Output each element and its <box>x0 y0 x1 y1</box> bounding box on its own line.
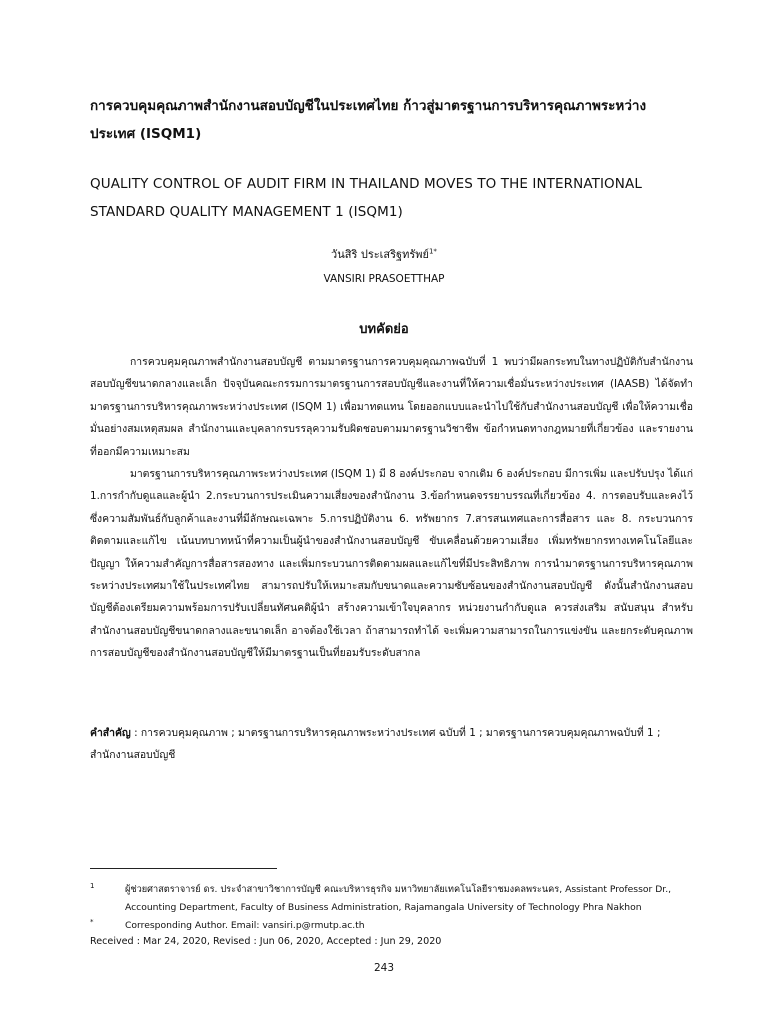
keywords <box>90 722 693 767</box>
received-dates: Received : Mar 24, 2020, Revised : Jun 06, 2020, Accepted : Jun 29, 2020 <box>90 936 442 947</box>
title-thai: การควบคุมคุณภาพสำนักงานสอบบัญชีในประเทศไทย ก้าวสู่มาตรฐานการบริหารคุณภาพระหว่างประเทศ (ISQM1) <box>90 98 647 142</box>
keywords-label: คำสำคัญ <box>90 727 131 739</box>
keywords-text: : การควบคุมคุณภาพ ; มาตรฐานการบริหารคุณภาพระหว่างประเทศ ฉบับที่ 1 ; มาตรฐานการควบคุมคุณภาพฉบับที่ 1 ; สำนักงานสอบบัญชี <box>90 727 661 762</box>
abstract-heading: บทคัดย่อ <box>359 322 409 337</box>
title-english: QUALITY CONTROL OF AUDIT FIRM IN THAILAND MOVES TO THE INTERNATIONAL STANDARD QUALITY MANAGEMENT 1 (ISQM1) <box>90 176 642 220</box>
author-affiliation-marks: 1* <box>428 247 437 256</box>
page-number: 243 <box>373 962 395 974</box>
abstract-paragraph-2 <box>90 463 693 665</box>
author-name-english: VANSIRI PRASOETTHAP <box>323 273 445 285</box>
author-name-thai-text: วันสิริ ประเสริฐทรัพย์ <box>331 248 429 261</box>
footnote-2-mark: * <box>90 918 94 926</box>
abstract-paragraph-1 <box>90 351 693 463</box>
abstract-paragraph-2-text: มาตรฐานการบริหารคุณภาพระหว่างประเทศ (ISQM 1) มี 8 องค์ประกอบ จากเดิม 6 องค์ประกอบ มีการเพิ่ม และปรับปรุง ได้แก่ 1.การกำกับดูแลและผู้นำ 2.กระบวนการประเมินความเสี่ยงของสำนักงาน 3.ข้อกำหนดจรรยาบรรณที่เกี่ยวข้อง 4. การตอบรับและคงไว้ซึ่งความสัมพันธ์กับลูกค้าและงานที่มีลักษณะเฉพาะ 5.การปฏิบัติงาน 6. ทรัพยากร 7.สารสนเทศและการสื่อสาร และ 8. กระบวนการติดตามและแก้ไข เน้นบทบาทหน้าที่ความเป็นผู้นำของสำนักงานสอบบัญชี ขับเคลื่อนด้วยความเสี่ยง เพิ่มทรัพยากรทางเทคโนโลยีและปัญญา ให้ความสำคัญการสื่อสารสองทาง และเพิ่มกระบวนการติดตามผลและแก้ไขที่มีประสิทธิภาพ การนำมาตรฐานการบริหารคุณภาพระหว่างประเทศมาใช้ในประเทศไทย สามารถปรับให้เหมาะสมกับขนาดและความซับซ้อนของสำนักงานสอบบัญชี ดังนั้นสำนักงานสอบบัญชีต้องเตรียมความพร้อมการปรับเปลี่ยนทัศนคติผู้นำ สร้างความเข้าใจบุคลากร หน่วยงานกำกับดูแล ควรส่งเสริม สนับสนุน สำหรับสำนักงานสอบบัญชีขนาดกลางและขนาดเล็ก อาจต้องใช้เวลา ถ้าสามารถทำได้ จะเพิ่มความสามารถในการแข่งขัน และยกระดับคุณภาพการสอบบัญชีของสำนักงานสอบบัญชีให้มีมาตรฐานเป็นที่ยอมรับระดับสากล <box>90 468 693 660</box>
footnote-2-line-1: Corresponding Author. Email: vansiri.p@rmutp.ac.th <box>125 920 365 931</box>
footnote-1-line-1: ผู้ช่วยศาสตราจารย์ ดร. ประจำสาขาวิชาการบัญชี คณะบริหารธุรกิจ มหาวิทยาลัยเทคโนโลยีราชมงคลพระนคร, Assistant Professor Dr., <box>125 884 672 895</box>
footnote-1-line-2: Accounting Department, Faculty of Business Administration, Rajamangala University of Technology Phra Nakhon <box>125 902 642 913</box>
footnote-1-mark: 1 <box>90 882 95 890</box>
author-name-thai <box>0 245 768 263</box>
abstract-paragraph-1-text: การควบคุมคุณภาพสำนักงานสอบบัญชี ตามมาตรฐานการควบคุมคุณภาพฉบับที่ 1 พบว่ามีผลกระทบในทางปฏิบัติกับสำนักงานสอบบัญชีขนาดกลางและเล็ก ปัจจุบันคณะกรรมการมาตรฐานการสอบบัญชีและงานที่ให้ความเชื่อมั่นระหว่างประเทศ (IAASB) ได้จัดทำมาตรฐานการบริหารคุณภาพระหว่างประเทศ (ISQM 1) เพื่อมาทดแทน โดยออกแบบและนำไปใช้กับสำนักงานสอบบัญชี เพื่อให้ความเชื่อมั่นอย่างสมเหตุสมผล สำนักงานและบุคลากรบรรลุความรับผิดชอบตามมาตรฐานวิชาชีพ ข้อกำหนดทางกฎหมายที่เกี่ยวข้อง และรายงานที่ออกมีความเหมาะสม <box>90 356 693 458</box>
footnote-separator <box>90 868 277 869</box>
